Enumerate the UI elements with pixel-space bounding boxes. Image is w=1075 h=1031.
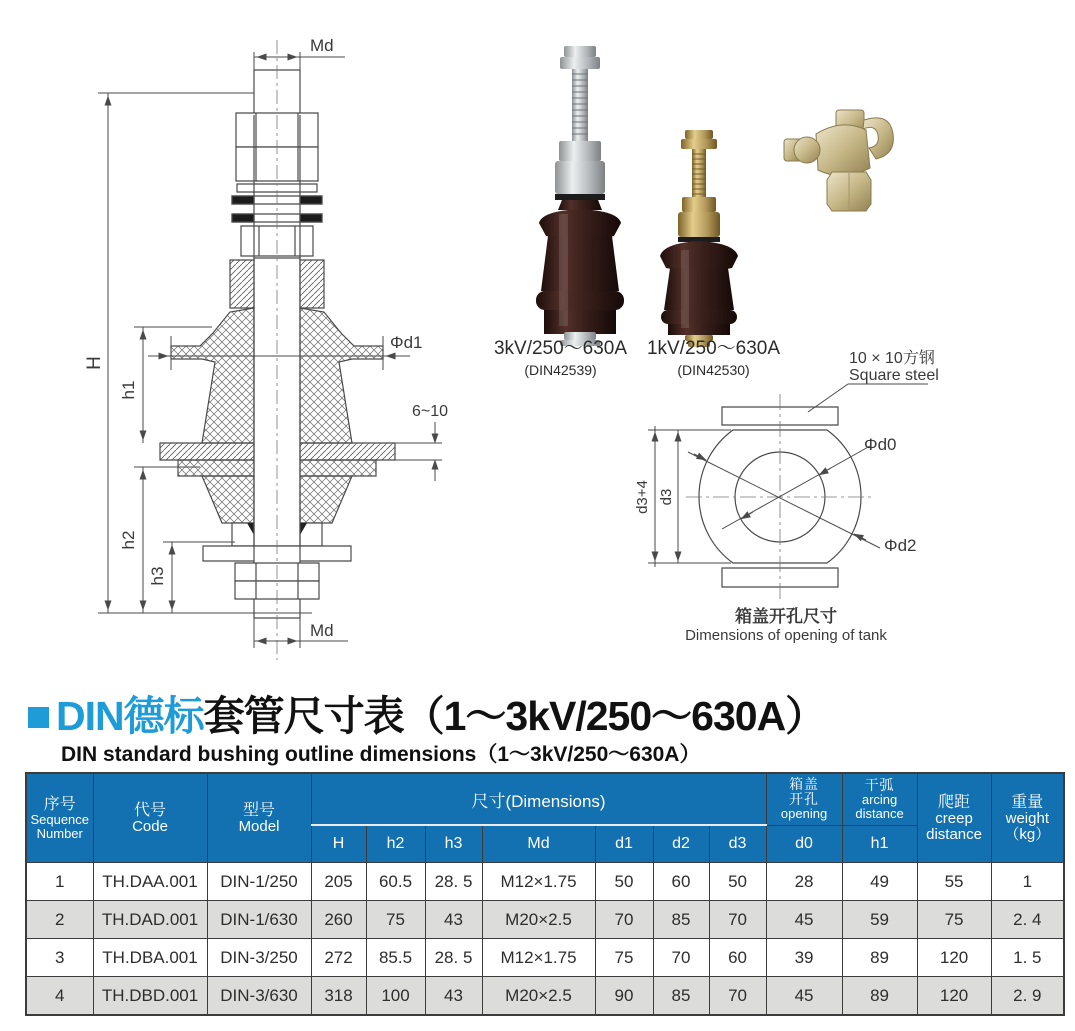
col-weight: 重量 weight （kg） bbox=[991, 773, 1064, 863]
table-cell: 318 bbox=[311, 977, 366, 1016]
col-model: 型号 Model bbox=[207, 773, 311, 863]
table-cell: TH.DAA.001 bbox=[93, 863, 207, 901]
table-cell: TH.DBD.001 bbox=[93, 977, 207, 1016]
table-cell: TH.DAD.001 bbox=[93, 901, 207, 939]
table-cell: 70 bbox=[653, 939, 709, 977]
col-sequence: 序号 Sequence Number bbox=[26, 773, 93, 863]
col-Md: Md bbox=[482, 825, 595, 863]
table-cell: 100 bbox=[366, 977, 425, 1016]
table-cell: 60 bbox=[653, 863, 709, 901]
table-cell: 85 bbox=[653, 901, 709, 939]
table-cell: 1 bbox=[991, 863, 1064, 901]
dim-md-bottom: Md bbox=[310, 621, 334, 640]
table-cell: DIN-1/250 bbox=[207, 863, 311, 901]
col-d3: d3 bbox=[709, 825, 766, 863]
col-h3: h3 bbox=[425, 825, 482, 863]
col-h1: h1 bbox=[842, 825, 917, 863]
section-subtitle: DIN standard bushing outline dimensions（1～3kV/250～630A） bbox=[61, 743, 701, 766]
table-cell: 85.5 bbox=[366, 939, 425, 977]
table-cell: 1. 5 bbox=[991, 939, 1064, 977]
table-cell: 75 bbox=[595, 939, 653, 977]
tank-caption-cn: 箱盖开孔尺寸 bbox=[735, 607, 837, 626]
bushing-section-drawing bbox=[50, 18, 460, 678]
table-cell: 2 bbox=[26, 901, 93, 939]
title-text bbox=[56, 692, 825, 740]
table-cell: 3 bbox=[26, 939, 93, 977]
table-cell: 28. 5 bbox=[425, 939, 482, 977]
dim-phi-d2: Φd2 bbox=[884, 536, 917, 555]
table-body bbox=[26, 863, 1064, 1016]
square-steel-label-cn: 10 × 10方钢 bbox=[849, 350, 935, 367]
table-cell: 59 bbox=[842, 901, 917, 939]
table-cell: 55 bbox=[917, 863, 991, 901]
table-cell: 120 bbox=[917, 939, 991, 977]
table-cell: M20×2.5 bbox=[482, 901, 595, 939]
title-black-part: 套管尺寸表（1～3kV/250～630A） bbox=[203, 693, 826, 739]
dim-d3: d3 bbox=[658, 488, 675, 506]
title-bullet-icon bbox=[28, 707, 49, 728]
table-cell: 75 bbox=[366, 901, 425, 939]
photo-3kv-bushing bbox=[515, 44, 645, 346]
table-cell: 43 bbox=[425, 977, 482, 1016]
table-cell: 205 bbox=[311, 863, 366, 901]
dimensions-table-wrap bbox=[25, 772, 1065, 1016]
table-cell: M12×1.75 bbox=[482, 863, 595, 901]
table-cell: 90 bbox=[595, 977, 653, 1016]
col-d2: d2 bbox=[653, 825, 709, 863]
col-creep: 爬距 creep distance bbox=[917, 773, 991, 863]
table-cell: 45 bbox=[766, 901, 842, 939]
table-cell: 89 bbox=[842, 939, 917, 977]
caption-3kv bbox=[488, 333, 633, 378]
table-cell: 43 bbox=[425, 901, 482, 939]
table-cell: 50 bbox=[595, 863, 653, 901]
col-h2: h2 bbox=[366, 825, 425, 863]
caption-1kv-rating: 1kV/250～630A bbox=[646, 338, 781, 359]
photo-clamp-terminal bbox=[780, 98, 910, 218]
dim-d3-plus-4: d3+4 bbox=[634, 480, 651, 514]
table-row bbox=[26, 939, 1064, 977]
table-cell: 2. 4 bbox=[991, 901, 1064, 939]
tank-caption-en: Dimensions of opening of tank bbox=[685, 627, 887, 644]
dim-h3: h3 bbox=[148, 566, 167, 586]
table-cell: 45 bbox=[766, 977, 842, 1016]
table-cell: 272 bbox=[311, 939, 366, 977]
dim-h1: h1 bbox=[119, 380, 138, 400]
col-code: 代号 Code bbox=[93, 773, 207, 863]
table-cell: 89 bbox=[842, 977, 917, 1016]
dim-H: H bbox=[84, 356, 105, 370]
table-cell: DIN-1/630 bbox=[207, 901, 311, 939]
table-cell: 75 bbox=[917, 901, 991, 939]
photo-1kv-bushing bbox=[645, 130, 755, 347]
table-cell: 50 bbox=[709, 863, 766, 901]
table-cell: 28. 5 bbox=[425, 863, 482, 901]
col-arcing-group: 干弧 arcing distance bbox=[842, 773, 917, 825]
table-cell: 2. 9 bbox=[991, 977, 1064, 1016]
caption-1kv-din: (DIN42530) bbox=[677, 362, 750, 378]
table-cell: 60 bbox=[709, 939, 766, 977]
header-row-1 bbox=[26, 773, 1064, 825]
dim-h2: h2 bbox=[119, 530, 138, 550]
table-cell: 70 bbox=[709, 901, 766, 939]
table-cell: M20×2.5 bbox=[482, 977, 595, 1016]
table-cell: 70 bbox=[709, 977, 766, 1016]
table-cell: 70 bbox=[595, 901, 653, 939]
tank-opening-drawing bbox=[628, 348, 958, 650]
table-cell: 260 bbox=[311, 901, 366, 939]
dim-phi-d1: Φd1 bbox=[390, 333, 423, 352]
col-d1: d1 bbox=[595, 825, 653, 863]
table-cell: 49 bbox=[842, 863, 917, 901]
caption-3kv-rating: 3kV/250～630A bbox=[493, 338, 628, 359]
table-row bbox=[26, 863, 1064, 901]
square-steel-label-en: Square steel bbox=[849, 367, 939, 384]
col-H: H bbox=[311, 825, 366, 863]
table-cell: M12×1.75 bbox=[482, 939, 595, 977]
caption-3kv-din: (DIN42539) bbox=[524, 362, 597, 378]
col-opening-group: 箱盖 开孔 opening bbox=[766, 773, 842, 825]
table-cell: 28 bbox=[766, 863, 842, 901]
table-cell: 1 bbox=[26, 863, 93, 901]
dim-md-top: Md bbox=[310, 36, 334, 55]
dim-phi-d0: Φd0 bbox=[864, 435, 897, 454]
table-cell: 39 bbox=[766, 939, 842, 977]
col-d0: d0 bbox=[766, 825, 842, 863]
table-cell: 4 bbox=[26, 977, 93, 1016]
table-cell: 60.5 bbox=[366, 863, 425, 901]
table-cell: TH.DBA.001 bbox=[93, 939, 207, 977]
table-cell: 120 bbox=[917, 977, 991, 1016]
table-cell: DIN-3/630 bbox=[207, 977, 311, 1016]
table-row bbox=[26, 977, 1064, 1016]
table-cell: 85 bbox=[653, 977, 709, 1016]
table-cell: DIN-3/250 bbox=[207, 939, 311, 977]
title-blue-part: DIN德标 bbox=[56, 693, 204, 739]
dimensions-table bbox=[25, 772, 1065, 1016]
table-row bbox=[26, 901, 1064, 939]
dim-plate-thickness: 6~10 bbox=[411, 403, 449, 420]
col-dimensions-group: 尺寸(Dimensions) bbox=[311, 773, 766, 825]
section-title bbox=[28, 692, 825, 740]
